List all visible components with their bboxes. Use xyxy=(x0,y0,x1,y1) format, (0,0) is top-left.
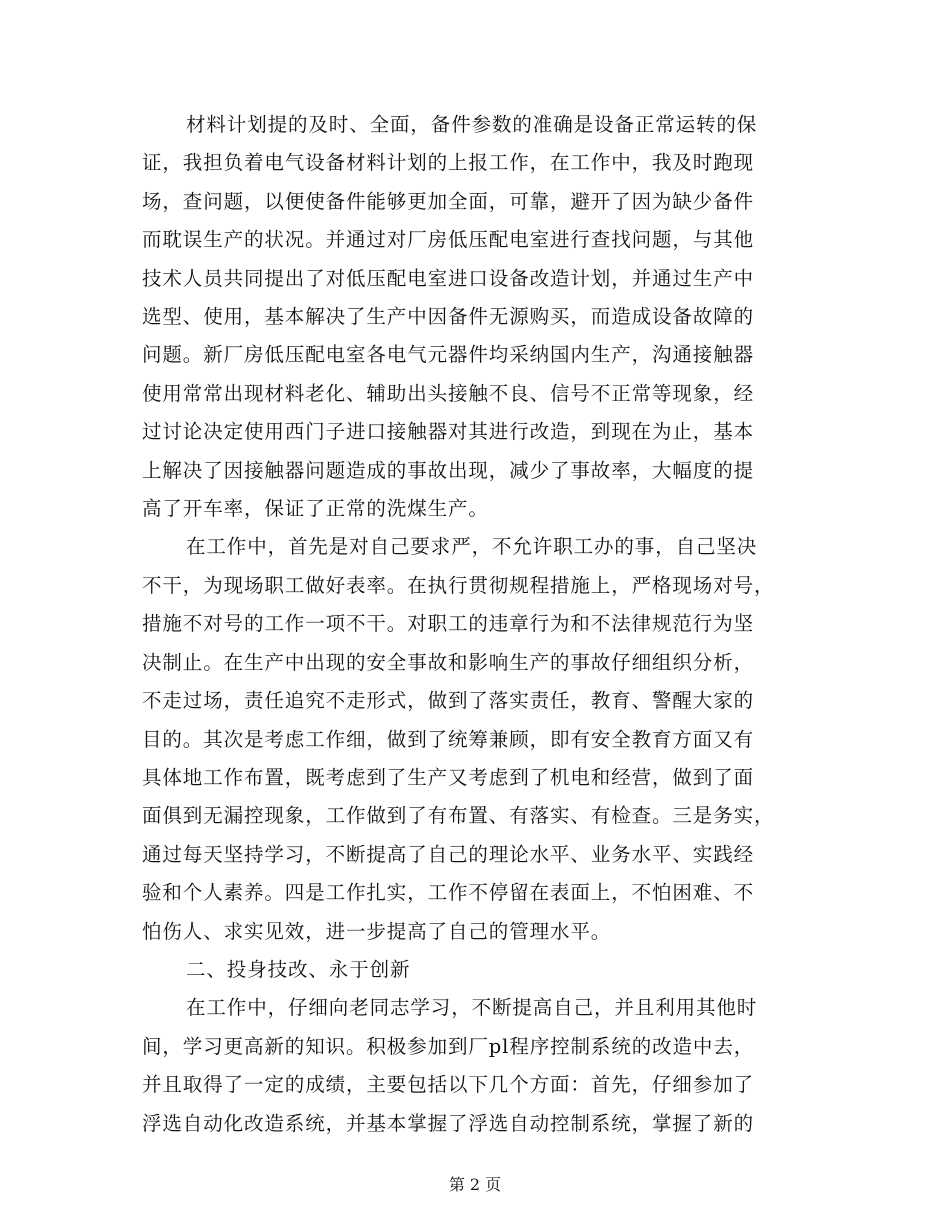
text-line: 而耽误生产的状况。并通过对厂房低压配电室进行查找问题，与其他 xyxy=(142,228,755,252)
paragraph-material-plan xyxy=(142,106,802,528)
paragraph-innovation xyxy=(142,989,802,1143)
text-line: 措施不对号的工作一项不干。对职工的违章行为和不法律规范行为坚 xyxy=(142,612,755,636)
text-line: 间，学习更高新的知识。积极参加到厂pl程序控制系统的改造中去， xyxy=(142,1034,755,1058)
text-line: 在工作中，首先是对自己要求严，不允许职工办的事，自己坚决 xyxy=(186,535,758,559)
text-line: 具体地工作布置，既考虑到了生产又考虑到了机电和经营，做到了面 xyxy=(142,765,755,789)
paragraph-work-attitude xyxy=(142,528,802,950)
text-line: 浮选自动化改造系统，并基本掌握了浮选自动控制系统，掌握了新的 xyxy=(142,1111,755,1135)
text-line: 证，我担负着电气设备材料计划的上报工作，在工作中，我及时跑现 xyxy=(142,151,755,175)
text-line: 并且取得了一定的成绩，主要包括以下几个方面：首先，仔细参加了 xyxy=(142,1073,755,1097)
text-line: 选型、使用，基本解决了生产中因备件无源购买，而造成设备故障的 xyxy=(142,305,755,329)
text-line: 高了开车率，保证了正常的洗煤生产。 xyxy=(142,497,489,521)
text-line: 决制止。在生产中出现的安全事故和影响生产的事故仔细组织分析， xyxy=(142,650,755,674)
text-line: 怕伤人、求实见效，进一步提高了自己的管理水平。 xyxy=(142,919,612,943)
text-line: 在工作中，仔细向老同志学习，不断提高自己，并且利用其他时 xyxy=(186,996,758,1020)
text-line: 技术人员共同提出了对低压配电室进口设备改造计划，并通过生产中 xyxy=(142,266,755,290)
text-line: 不干，为现场职工做好表率。在执行贯彻规程措施上，严格现场对号， xyxy=(142,573,775,597)
text-line: 验和个人素养。四是工作扎实，工作不停留在表面上，不怕困难、不 xyxy=(142,881,755,905)
section-heading xyxy=(142,951,802,989)
text-line: 材料计划提的及时、全面，备件参数的准确是设备正常运转的保 xyxy=(186,113,758,136)
text-line: 场，查问题，以便使备件能够更加全面，可靠，避开了因为缺少备件 xyxy=(142,189,755,213)
document-body xyxy=(142,106,802,1143)
page-number: 第 2 页 xyxy=(448,1175,502,1194)
text-line: 过讨论决定使用西门子进口接触器对其进行改造，到现在为止，基本 xyxy=(142,420,755,444)
text-line: 上解决了因接触器问题造成的事故出现，减少了事故率，大幅度的提 xyxy=(142,458,755,482)
text-line: 使用常常出现材料老化、辅助出头接触不良、信号不正常等现象，经 xyxy=(142,381,755,405)
text-line: 不走过场，责任追究不走形式，做到了落实责任，教育、警醒大家的 xyxy=(142,689,755,713)
text-line: 面俱到无漏控现象，工作做到了有布置、有落实、有检查。三是务实， xyxy=(142,804,775,828)
text-line: 通过每天坚持学习，不断提高了自己的理论水平、业务水平、实践经 xyxy=(142,842,755,866)
text-line: 问题。新厂房低压配电室各电气元器件均采纳国内生产，沟通接触器 xyxy=(142,343,755,367)
text-line: 目的。其次是考虑工作细，做到了统筹兼顾，即有安全教育方面又有 xyxy=(142,727,755,751)
section-heading-text: 二、投身技改、永于创新 xyxy=(186,957,411,981)
